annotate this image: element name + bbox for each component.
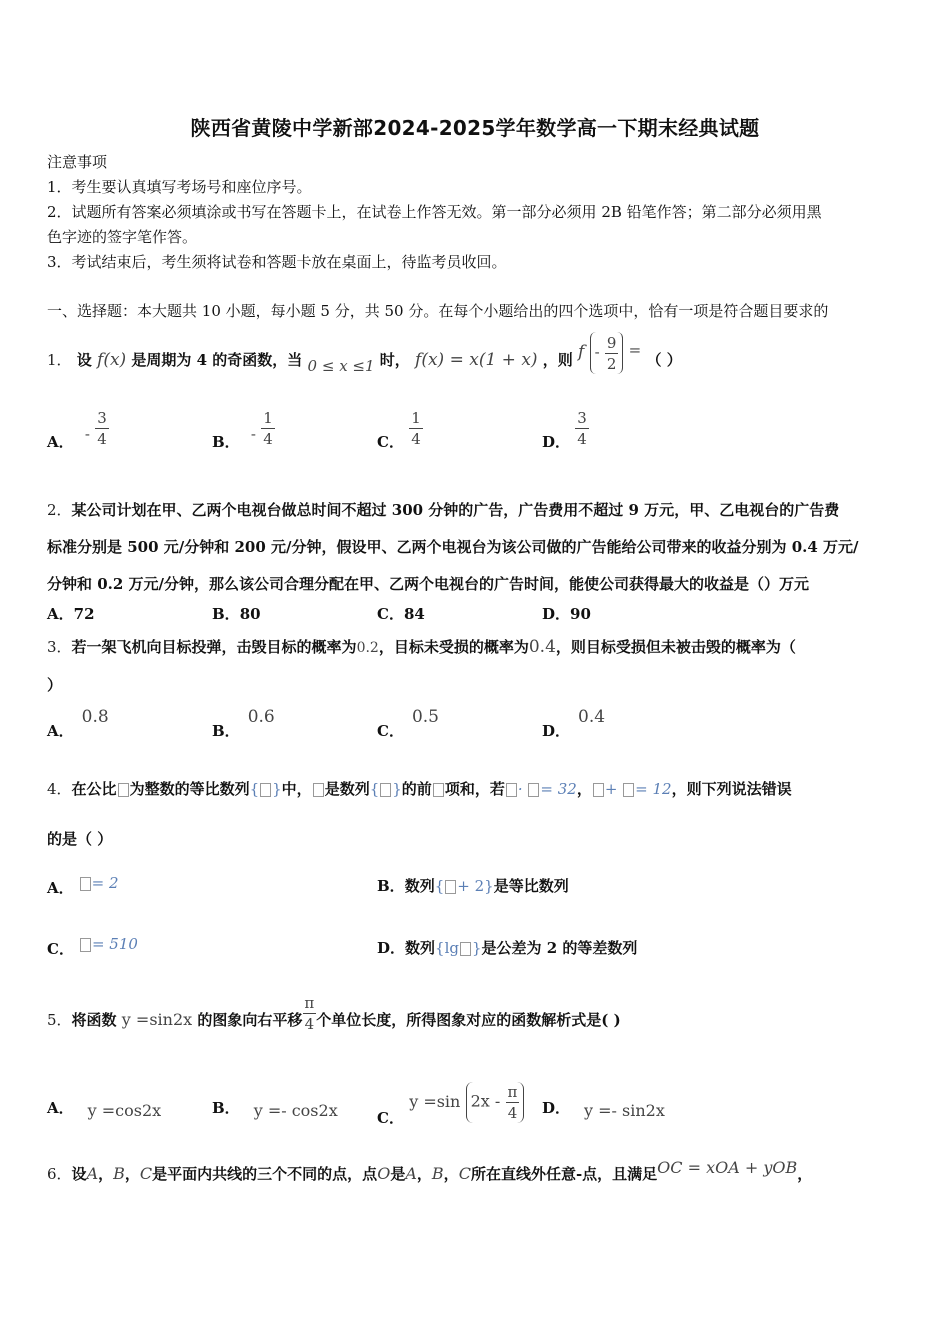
numerator: 1 <box>411 409 421 427</box>
q5-text: 将函数 <box>71 1011 117 1029</box>
numerator: 9 <box>606 333 617 352</box>
q6-text: 是平面内共线的三个不同的点，点 <box>152 1165 378 1183</box>
q3-option-d <box>542 706 606 740</box>
option-sign: - <box>84 424 90 443</box>
option-fraction <box>506 1082 520 1123</box>
numerator: 3 <box>97 409 107 427</box>
formula-placeholder-icon <box>313 783 324 797</box>
option-value: y =- sin2x <box>584 1101 665 1120</box>
q3-option-a <box>47 706 109 740</box>
page-title: 陕西省黄陵中学新部2024-2025学年数学高一下期末经典试题 <box>190 116 760 140</box>
seq-brace-icon: {lg } <box>435 939 482 957</box>
question-number: 5． <box>47 1011 72 1029</box>
q1-ask-fraction <box>605 333 619 374</box>
q3-prob-2: 0.4 <box>528 637 556 657</box>
option-text: 数列 <box>404 877 435 895</box>
option-text: 是公差为 2 的等差数列 <box>481 939 638 957</box>
formula-placeholder-icon <box>380 783 391 797</box>
option-value: 90 <box>570 605 591 623</box>
q5-option-d <box>542 1097 665 1118</box>
q1-option-a <box>47 408 109 449</box>
q6-text: 设 <box>71 1165 87 1183</box>
question-4 <box>47 778 792 799</box>
option-value: 0.8 <box>81 707 109 727</box>
question-number: 3． <box>47 638 72 656</box>
q4-condition-1-value: = 32 <box>540 780 577 798</box>
q1-option-b <box>212 408 275 449</box>
question-6 <box>47 1158 813 1184</box>
option-math: lg <box>444 939 459 957</box>
formula-placeholder-icon <box>445 880 456 894</box>
formula-placeholder-icon <box>460 942 471 956</box>
option-label: B． <box>212 722 240 740</box>
q4-text: 中， <box>281 780 312 798</box>
q2-option-b <box>212 603 261 624</box>
q2-option-c <box>377 603 425 624</box>
q2-option-a <box>47 603 95 624</box>
q1-ask-sign: - <box>594 343 600 362</box>
option-math: + 2 <box>457 877 485 895</box>
option-value: y =sin <box>409 1091 461 1111</box>
notice-item: 1．考生要认真填写考场号和座位序号。 <box>47 178 312 196</box>
q1-option-d <box>542 408 589 449</box>
option-value: y =cos2x <box>87 1101 162 1120</box>
q4-text: 为整数的等比数列 <box>129 780 250 798</box>
question-number: 2． <box>47 501 72 519</box>
q4-text: 是数列 <box>324 780 370 798</box>
option-value: 80 <box>239 605 261 623</box>
option-sign: - <box>250 424 256 443</box>
q6-vector-equation: OC = xOA + yOB <box>657 1158 798 1177</box>
q5-option-b <box>212 1097 338 1118</box>
q4-condition-2-op: + <box>604 780 623 798</box>
q6-sep: ， <box>124 1165 140 1183</box>
notice-item: 色字迹的签字笔作答。 <box>47 228 198 246</box>
option-fraction <box>95 408 109 449</box>
q4-option-c <box>47 933 138 958</box>
q2-option-d <box>542 603 591 624</box>
option-fraction <box>261 408 275 449</box>
formula-placeholder-icon <box>623 783 634 797</box>
denominator: 4 <box>411 430 421 448</box>
question-number: 1． <box>47 351 72 369</box>
point-a: A <box>405 1164 417 1183</box>
q4-sep: ， <box>576 780 592 798</box>
point-a: A <box>86 1164 99 1183</box>
q6-text: 所在直线外任意-点，且满足 <box>470 1165 658 1183</box>
denominator: 4 <box>97 430 107 448</box>
q4-text: 的前 <box>401 780 432 798</box>
denominator: 4 <box>263 430 273 448</box>
q5-function: y =sin2x <box>121 1010 193 1029</box>
q1-ask-paren <box>590 332 624 374</box>
q1-text: 设 <box>76 351 92 369</box>
denominator: 4 <box>577 430 587 448</box>
point-c: C <box>458 1164 471 1183</box>
q3-option-b <box>212 706 275 740</box>
formula-placeholder-icon <box>593 783 604 797</box>
formula-placeholder-icon <box>506 783 517 797</box>
option-label: D． <box>542 1099 571 1117</box>
denominator: 2 <box>606 354 617 373</box>
option-label: C． <box>377 605 404 623</box>
option-label: D． <box>377 939 406 957</box>
option-label: B． <box>212 1099 240 1117</box>
option-value: y =- cos2x <box>253 1101 338 1120</box>
q1-expression: f(x) = x(1 + x) <box>415 350 538 370</box>
seq-brace-icon: { } <box>369 780 402 798</box>
q6-end: ， <box>797 1165 813 1183</box>
option-paren <box>466 1082 525 1123</box>
option-label: D． <box>542 605 571 623</box>
q6-sep: ， <box>98 1165 114 1183</box>
option-label: D． <box>542 722 571 740</box>
section-heading: 一、选择题：本大题共 10 小题，每小题 5 分，共 50 分。在每个小题给出的四个选项中，恰有一项是符合题目要求的 <box>47 302 829 320</box>
formula-placeholder-icon <box>118 783 129 797</box>
question-1 <box>47 333 682 382</box>
denominator: 4 <box>507 1104 518 1122</box>
q1-blank: （ ） <box>646 351 682 369</box>
q3-option-c <box>377 706 439 740</box>
q1-text: 时， <box>379 351 410 369</box>
q3-text: ，目标未受损的概率为 <box>378 638 529 656</box>
q4-text: 的是（ ） <box>47 830 113 848</box>
q1-text: 是周期为 4 的奇函数，当 <box>131 351 303 369</box>
option-label: C． <box>377 722 404 740</box>
numerator: π <box>507 1083 518 1101</box>
q4-option-a <box>47 872 119 897</box>
point-b: B <box>113 1164 125 1183</box>
option-value: = 510 <box>91 935 138 953</box>
option-label: B． <box>212 605 240 623</box>
option-label: B． <box>212 432 240 451</box>
q4-text: ，则下列说法错误 <box>671 780 792 798</box>
notice-item: 3．考试结束后，考生须将试卷和答题卡放在桌面上，待监考员收回。 <box>47 253 507 271</box>
option-value: = 2 <box>91 874 119 892</box>
notice-item: 2．试题所有答案必须填涂或书写在答题卡上，在试卷上作答无效。第一部分必须用 2B 铅笔作答；第二部分必须用黑 <box>47 203 822 221</box>
option-label: C． <box>47 940 74 958</box>
denominator: 4 <box>304 1014 315 1033</box>
option-fraction <box>575 408 589 449</box>
q1-condition: 0 ≤ x ≤1 <box>307 357 375 375</box>
question-2 <box>47 492 839 529</box>
option-label: C． <box>377 1108 404 1127</box>
q4-condition-2-value: = 12 <box>635 780 672 798</box>
formula-placeholder-icon <box>80 877 91 891</box>
q5-text: 的图象向右平移 <box>197 1011 303 1029</box>
q2-text-line: 某公司计划在甲、乙两个电视台做总时间不超过 300 分钟的广告，广告费用不超过 9 万元，甲、乙电视台的广告费 <box>71 501 840 519</box>
numerator: 1 <box>263 409 273 427</box>
q3-text: 若一架飞机向目标投弹，击毁目标的概率为 <box>71 638 357 656</box>
option-fraction <box>409 408 423 449</box>
point-c: C <box>139 1164 153 1183</box>
formula-placeholder-icon <box>80 938 91 952</box>
numerator: 3 <box>577 409 587 427</box>
point-o: O <box>377 1164 391 1183</box>
q1-option-c <box>377 408 423 449</box>
option-label: B． <box>377 877 405 895</box>
option-value: 84 <box>403 605 425 623</box>
question-number: 4． <box>47 780 72 798</box>
option-label: A． <box>47 879 74 897</box>
q6-text: 是 <box>390 1165 406 1183</box>
formula-placeholder-icon <box>433 783 444 797</box>
option-label: A． <box>47 1099 74 1117</box>
option-label: A． <box>47 432 74 451</box>
notice-heading: 注意事项 <box>47 153 108 171</box>
q4-option-d <box>377 937 637 958</box>
option-label: D． <box>542 432 571 451</box>
q3-text: ，则目标受损但未被击毁的概率为（ <box>555 638 796 656</box>
q6-sep: ， <box>443 1165 459 1183</box>
q2-text-line: 分钟和 0.2 万元/分钟，那么该公司合理分配在甲、乙两个电视台的广告时间，能使公司获得最大的收益是（）万元 <box>47 575 810 593</box>
q4-text: 项和，若 <box>444 780 505 798</box>
q1-ask-eq: = <box>628 341 642 359</box>
q2-text-line: 标准分别是 500 元/分钟和 200 元/分钟，假设甲、乙两个电视台为该公司做的广告能给公司带来的收益分别为 0.4 万元/ <box>47 538 859 556</box>
option-value: 0.4 <box>578 707 606 727</box>
option-value: 0.6 <box>247 707 275 727</box>
q1-fx: f(x) <box>97 350 127 370</box>
option-text: 是等比数列 <box>493 877 569 895</box>
option-text: 数列 <box>405 939 436 957</box>
option-inner: 2x - <box>470 1091 501 1111</box>
numerator: π <box>304 993 315 1012</box>
question-number: 6． <box>47 1165 72 1183</box>
option-label: C． <box>377 432 404 451</box>
q5-text: 个单位长度，所得图象对应的函数解析式是( ) <box>316 1011 621 1029</box>
option-label: A． <box>47 605 74 623</box>
q5-option-c <box>377 1072 524 1127</box>
seq-brace-icon: { } <box>249 780 282 798</box>
q3-prob-1: 0.2 <box>356 640 379 656</box>
question-5 <box>47 990 621 1050</box>
option-label: A． <box>47 722 74 740</box>
q4-condition-1-op: · <box>517 780 528 798</box>
q4-option-b <box>377 875 569 896</box>
q4-text: 在公比 <box>71 780 117 798</box>
question-3 <box>47 636 796 657</box>
formula-placeholder-icon <box>260 783 271 797</box>
q1-text: ，则 <box>542 351 573 369</box>
q5-option-a <box>47 1097 161 1118</box>
q5-shift-fraction <box>302 993 316 1034</box>
point-b: B <box>431 1164 444 1183</box>
option-value: 0.5 <box>411 707 439 727</box>
q1-ask-f: f <box>578 342 585 362</box>
q6-sep: ， <box>416 1165 432 1183</box>
option-value: 72 <box>73 605 95 623</box>
formula-placeholder-icon <box>528 783 539 797</box>
seq-brace-icon: { + 2} <box>434 877 494 895</box>
q3-text: ） <box>47 676 63 694</box>
